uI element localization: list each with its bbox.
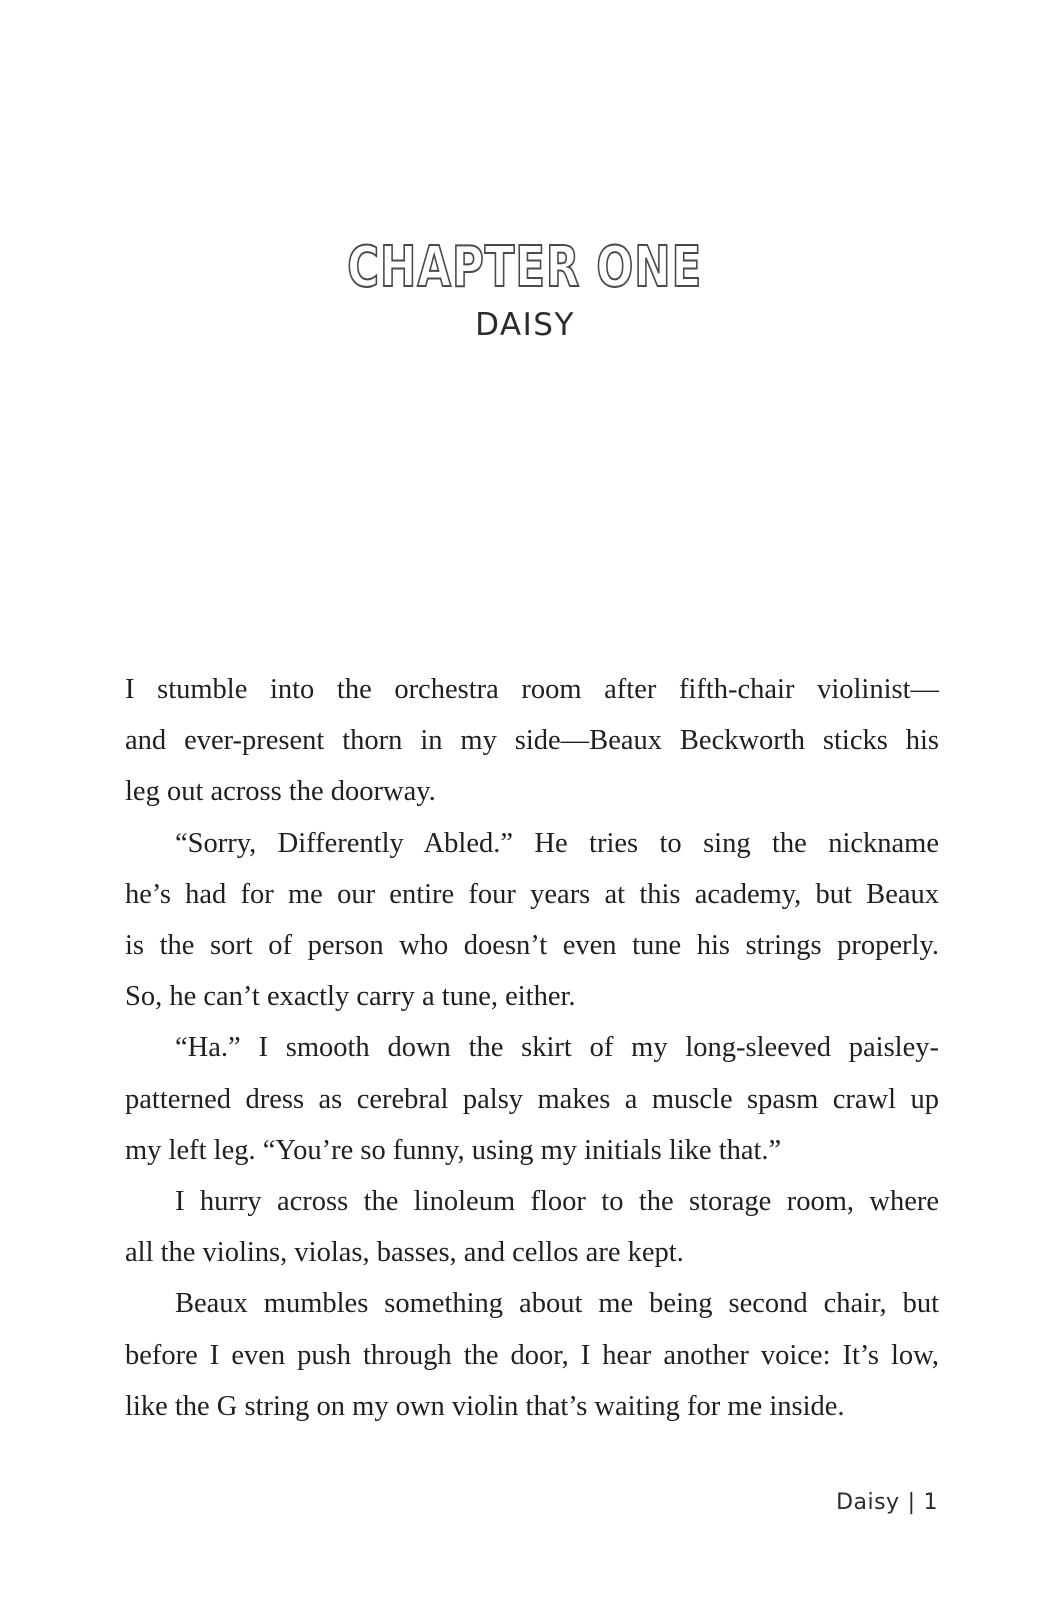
text-line: like the G string on my own violin that’s waiting for me inside. — [125, 1390, 845, 1422]
text-line: I stumble into the orchestra room after fifth-chair violinist— — [125, 674, 939, 705]
paragraph-2 — [125, 818, 939, 1023]
text-line: all the violins, violas, basses, and cellos are kept. — [125, 1237, 684, 1269]
text-line: is the sort of person who doesn’t even tune his strings properly. — [125, 930, 939, 962]
page-footer — [836, 1490, 938, 1515]
text-line: leg out across the doorway. — [125, 776, 436, 808]
paragraph-5 — [125, 1278, 939, 1432]
paragraph-3 — [125, 1022, 939, 1176]
paragraph-1 — [125, 664, 939, 818]
text-line: “Ha.” I smooth down the skirt of my long-sleeved paisley- — [175, 1032, 939, 1064]
text-line: patterned dress as cerebral palsy makes a muscle spasm crawl up — [125, 1083, 939, 1115]
text-line: before I even push through the door, I hear another voice: It’s low, — [125, 1339, 939, 1371]
text-line: Beaux mumbles something about me being second chair, but — [175, 1288, 939, 1320]
chapter-number: CHAPTER ONE — [347, 235, 703, 300]
chapter-heading — [0, 235, 1050, 343]
text-line: So, he can’t exactly carry a tune, either. — [125, 981, 576, 1013]
chapter-title: DAISY — [475, 307, 575, 343]
page-number: 1 — [923, 1490, 938, 1515]
text-line: he’s had for me our entire four years at this academy, but Beaux — [125, 878, 939, 910]
paragraph-4 — [125, 1176, 939, 1278]
footer-separator: | — [907, 1490, 916, 1515]
running-head: Daisy — [836, 1490, 900, 1515]
text-line: and ever-present thorn in my side—Beaux Beckworth sticks his — [125, 725, 939, 757]
text-line: “Sorry, Differently Abled.” He tries to sing the nickname — [175, 827, 939, 859]
body-text — [125, 664, 939, 1432]
text-line: I hurry across the linoleum floor to the storage room, where — [175, 1186, 939, 1218]
text-line: my left leg. “You’re so funny, using my initials like that.” — [125, 1134, 782, 1166]
